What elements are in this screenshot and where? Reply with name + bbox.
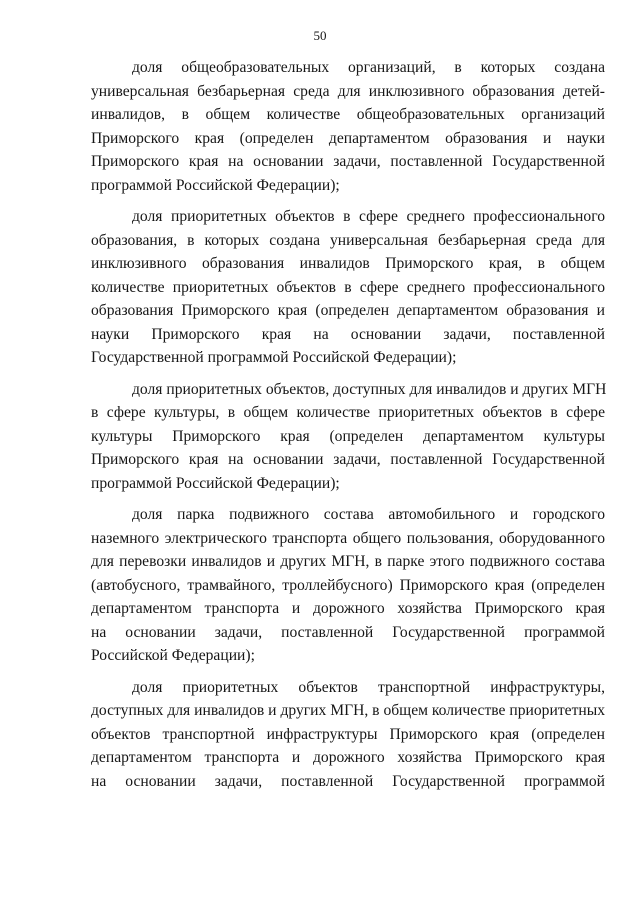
page-number: 50 [313,28,327,43]
text-line: доля парка подвижного состава автомобильного и городского [132,506,605,523]
text-line: Приморского края на основании задачи, поставленной Государственной [91,153,605,170]
paragraph [91,56,605,197]
text-line: программой Российской Федерации); [91,474,340,492]
text-line: образования, в которых создана универсальная безбарьерная среда для [91,231,605,249]
paragraph [91,378,605,496]
text-line: доля приоритетных объектов, доступных для инвалидов и других МГН [132,380,607,398]
text-line: количестве приоритетных объектов в сфере среднего профессионального [91,278,605,296]
text-line: на основании задачи, поставленной Государственной программой [91,623,605,641]
text-line: департаментом транспорта и дорожного хозяйства Приморского края [91,600,605,617]
text-line: универсальная безбарьерная среда для инклюзивного образования детей- [91,82,605,100]
text-line: науки Приморского края на основании задачи, поставленной [91,325,605,343]
text-line: образования Приморского края (определен департаментом образования и [91,302,605,319]
text-line: доля приоритетных объектов в сфере среднего профессионального [132,208,605,225]
text-line: в сфере культуры, в общем количестве приоритетных объектов в сфере [91,404,605,421]
text-line: Приморского края на основании задачи, поставленной Государственной [91,451,605,468]
text-line: инвалидов, в общем количестве общеобразовательных организаций [91,106,605,123]
text-line: Государственной программой Российской Федерации); [91,349,457,366]
text-line: доступных для инвалидов и других МГН, в общем количестве приоритетных [91,702,605,719]
text-line: департаментом транспорта и дорожного хозяйства Приморского края [91,749,605,766]
paragraph [91,205,605,370]
text-line: культуры Приморского края (определен департаментом культуры [91,427,605,445]
text-line: объектов транспортной инфраструктуры Приморского края (определен [91,725,605,743]
text-line: доля общеобразовательных организаций, в которых создана [132,59,605,76]
paragraph [91,503,605,668]
text-line: инклюзивного образования инвалидов Приморского края, в общем [91,255,605,272]
text-line: программой Российской Федерации); [91,176,340,194]
text-line: наземного электрического транспорта общего пользования, оборудованного [91,529,605,547]
text-line: (автобусного, трамвайного, троллейбусного) Приморского края (определен [91,576,605,594]
paragraph [91,676,605,794]
document-body [91,56,605,801]
text-line: на основании задачи, поставленной Государственной программой [91,772,605,790]
text-line: Российской Федерации); [91,647,255,664]
text-line: Приморского края (определен департаментом образования и науки [91,129,605,147]
text-line: доля приоритетных объектов транспортной инфраструктуры, [132,678,605,696]
text-line: для перевозки инвалидов и других МГН, в парке этого подвижного состава [91,553,605,570]
